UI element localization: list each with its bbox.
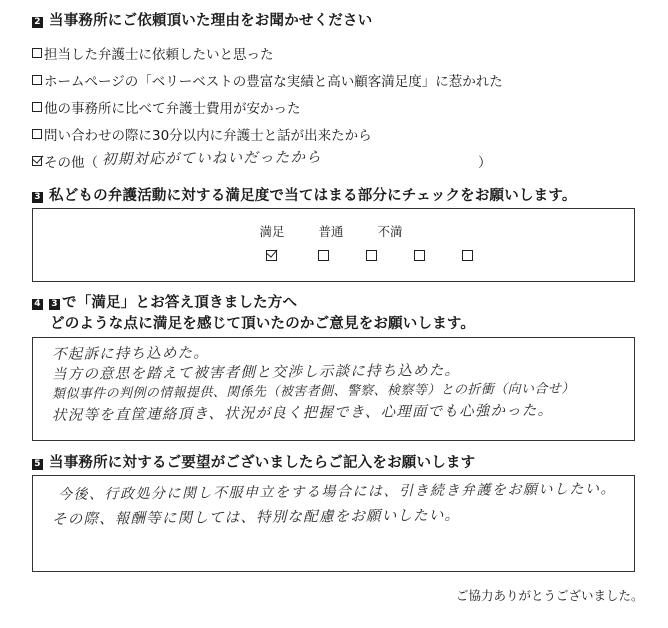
satisfaction-comment-line-3: 類似事件の判例の情報提供、関係先（被害者側、警察、検察等）との折衝（向い合せ） (51, 381, 575, 402)
section-4-title (32, 291, 297, 312)
section-3-title (32, 184, 577, 205)
reason-option-3-checkbox[interactable] (32, 102, 42, 112)
scale-label-dissatisfied: 不満 (377, 224, 403, 239)
satisfaction-comment-line-1: 不起訴に持ち込めた。 (51, 345, 210, 363)
satisfaction-option-2[interactable] (318, 250, 329, 261)
request-comment-line-2: その際、報酬等に関しては、特別な配慮をお願いしたい。 (51, 507, 461, 528)
section-5-title (32, 451, 475, 472)
section-4-number: 4 (32, 299, 43, 310)
satisfaction-box (32, 208, 635, 282)
reason-option-3[interactable] (32, 97, 301, 117)
reason-option-1-checkbox[interactable] (32, 48, 42, 58)
section-3-title-text: 私どもの弁護活動に対する満足度で当てはまる部分にチェックをお願いします。 (49, 188, 577, 204)
thanks-message: ご協力ありがとうございました。 (456, 588, 644, 603)
request-comment-line-1: 今後、行政処分に関し不服申立をする場合には、引き続き弁護をお願いしたい。 (57, 481, 617, 503)
scale-label-satisfied: 満足 (259, 224, 285, 239)
satisfaction-option-1[interactable] (266, 250, 277, 261)
satisfaction-comment-line-4: 状況等を直筐連絡頂き、状況が良く把握でき、心理面でも心強かった。 (51, 402, 554, 424)
satisfaction-option-3[interactable] (366, 250, 377, 261)
reason-option-other-label: その他（ (44, 155, 98, 171)
reason-option-1-label: 担当した弁護士に依頼したいと思った (44, 47, 274, 63)
reason-option-4-checkbox[interactable] (32, 129, 42, 139)
section-2-number: 2 (32, 17, 43, 28)
satisfaction-option-4[interactable] (414, 250, 425, 261)
section-5-number: 5 (32, 459, 43, 470)
reason-option-4-label: 問い合わせの際に30分以内に弁護士と話が出来たから (44, 128, 372, 144)
satisfaction-comment-line-2: 当方の意思を踏えて被害者側と交渉し示談に持ち込めた。 (51, 362, 461, 383)
reason-option-other-checkbox[interactable] (32, 156, 42, 166)
satisfaction-option-5[interactable] (462, 250, 473, 261)
reason-option-3-label: 他の事務所に比べて弁護士費用が安かった (44, 101, 301, 117)
section-4-subtitle: どのような点に満足を感じて頂いたのかご意見をお願いします。 (50, 316, 476, 332)
reason-option-2-checkbox[interactable] (32, 75, 42, 85)
section-2-title (32, 9, 372, 30)
reason-option-2-label: ホームページの「ベリーベストの豊富な実績と高い顧客満足度」に惹かれた (44, 74, 503, 90)
reason-other-handwritten: 初期対応がていねいだったから (101, 149, 322, 168)
reason-other-close-paren: ） (478, 155, 492, 171)
section-5-title-text: 当事務所に対するご要望がございましたらご記入をお願いします (49, 455, 476, 471)
section-3-number: 3 (32, 192, 43, 203)
reason-option-4[interactable] (32, 124, 372, 144)
reason-option-other[interactable] (32, 151, 98, 171)
section-4-title-line1: で「満足」とお答え頂きました方へ (62, 295, 298, 311)
reason-option-1[interactable] (32, 43, 274, 63)
section-2-title-text: 当事務所にご依頼頂いた理由をお聞かせください (49, 13, 373, 29)
reason-option-2[interactable] (32, 70, 503, 90)
section-4-ref-number: 3 (49, 299, 60, 310)
scale-label-neutral: 普通 (318, 224, 344, 239)
